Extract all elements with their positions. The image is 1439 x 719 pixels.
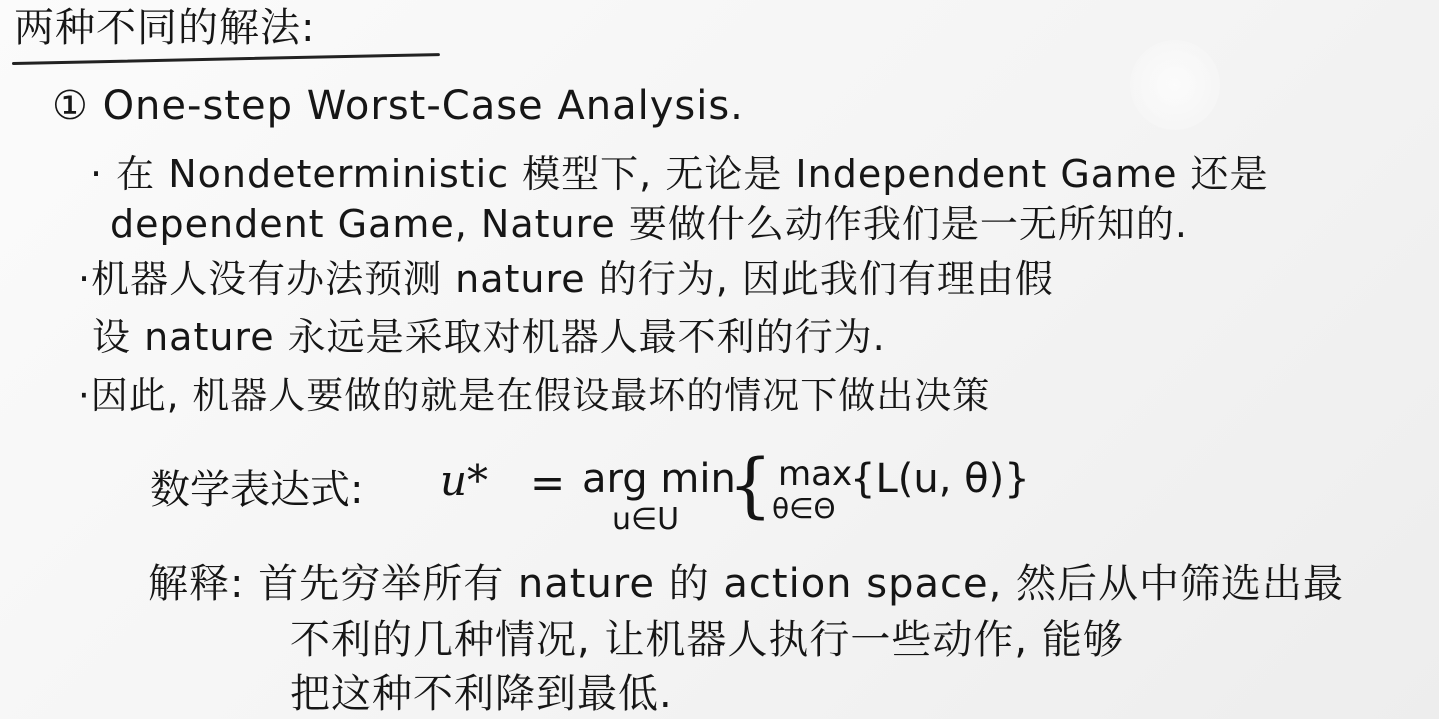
formula-label: 数学表达式: xyxy=(150,467,364,513)
formula-lhs: u* xyxy=(440,456,489,505)
light-glare xyxy=(1130,40,1220,130)
page-title: 两种不同的解法: xyxy=(14,5,316,51)
method-heading: ① One-step Worst-Case Analysis. xyxy=(52,83,744,129)
bullet-3: ·因此, 机器人要做的就是在假设最坏的情况下做出决策 xyxy=(78,374,991,417)
bullet-1-line-1: · 在 Nondeterministic 模型下, 无论是 Independent Game 还是 xyxy=(90,152,1269,196)
formula-argmin: arg min xyxy=(582,456,736,502)
explanation-line-3: 把这种不利降到最低. xyxy=(290,671,673,717)
explanation-line-2: 不利的几种情况, 让机器人执行一些动作, 能够 xyxy=(290,617,1124,663)
explanation-line-1: 解释: 首先穷举所有 nature 的 action space, 然后从中筛选出最 xyxy=(148,561,1345,607)
formula-argmin-subscript: u∈U xyxy=(612,502,680,537)
formula-open-brace: { xyxy=(728,444,773,526)
bullet-1-line-2: dependent Game, Nature 要做什么动作我们是一无所知的. xyxy=(110,202,1188,246)
formula-inner-expression: {L(u, θ)} xyxy=(850,456,1030,502)
title-underline xyxy=(12,53,440,65)
bullet-2-line-1: ·机器人没有办法预测 nature 的行为, 因此我们有理由假 xyxy=(78,257,1054,301)
formula-max: max xyxy=(778,454,853,494)
bullet-2-line-2: 设 nature 永远是采取对机器人最不利的行为. xyxy=(92,315,886,359)
formula-equals: = xyxy=(530,458,566,507)
formula-max-subscript: θ∈Θ xyxy=(772,492,836,525)
